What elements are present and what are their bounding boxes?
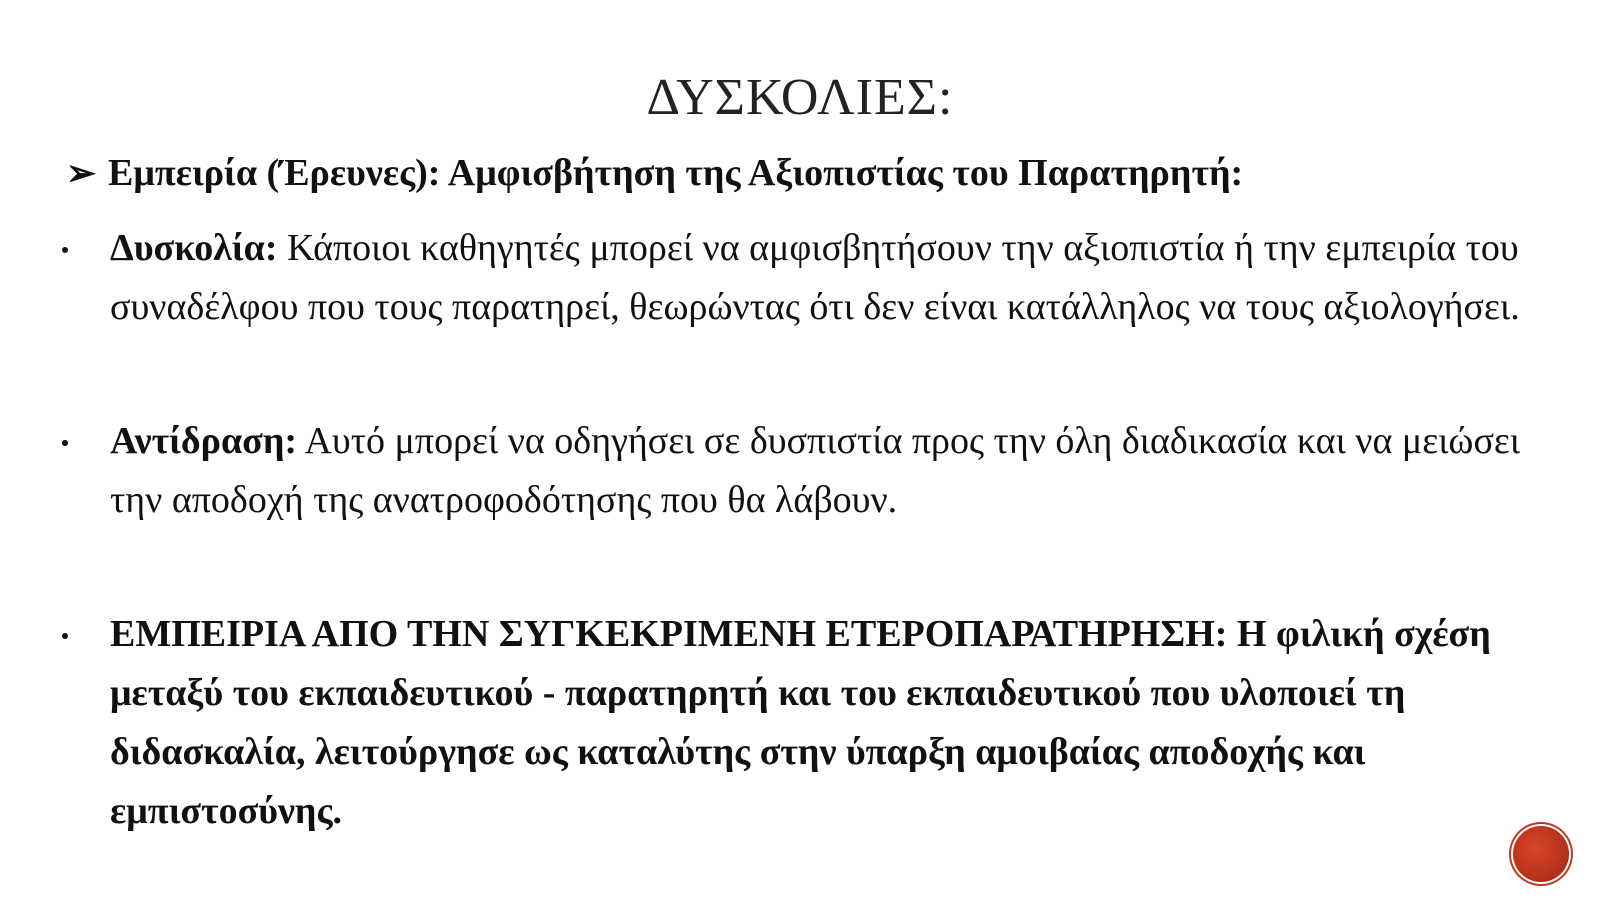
bullet-text: Η φιλική σχέση μεταξύ του εκπαιδευτικού - παρατηρητή και του εκπαιδευτικού που υλοποιεί τη διδασκαλία, λειτούργησε ως καταλύτης στην ύπαρξη αμοιβαίας αποδοχής και εμπιστοσύνης. [110, 613, 1491, 832]
bullet-body [110, 605, 1550, 841]
bullet-text: Αυτό μπορεί να οδηγήσει σε δυσπιστία προς την όλη διαδικασία και να μειώσει την αποδοχή της ανατροφοδότησης που θα λάβουν. [110, 420, 1521, 521]
bullet-text: Κάποιοι καθηγητές μπορεί να αμφισβητήσουν την αξιοπιστία ή την εμπειρία του συναδέλφου που τους παρατηρεί, θεωρώντας ότι δεν είναι κατάλληλος να τους αξιολογήσει. [110, 227, 1520, 328]
bullet-label: Αντίδραση: [110, 420, 298, 462]
section-heading [66, 147, 1566, 199]
bullet-body [110, 219, 1550, 337]
red-circle-badge [1513, 826, 1569, 882]
dot-bullet-icon [62, 247, 68, 253]
arrow-bullet-icon: ➢ [66, 153, 97, 193]
dot-bullet-icon [62, 633, 68, 639]
bullet-body [110, 412, 1550, 530]
bullet-label: ΕΜΠΕΙΡΙΑ ΑΠΟ ΤΗΝ ΣΥΓΚΕΚΡΙΜΕΝΗ ΕΤΕΡΟΠΑΡΑΤΗΡΗΣΗ: [110, 613, 1228, 655]
section-heading-text: Εμπειρία (Έρευνες): Αμφισβήτηση της Αξιοπιστίας του Παρατηρητή: [108, 152, 1244, 194]
slide-title: ΔΥΣΚΟΛΙΕΣ: [646, 69, 954, 126]
dot-bullet-icon [62, 440, 68, 446]
bullet-label: Δυσκολία: [110, 227, 278, 269]
